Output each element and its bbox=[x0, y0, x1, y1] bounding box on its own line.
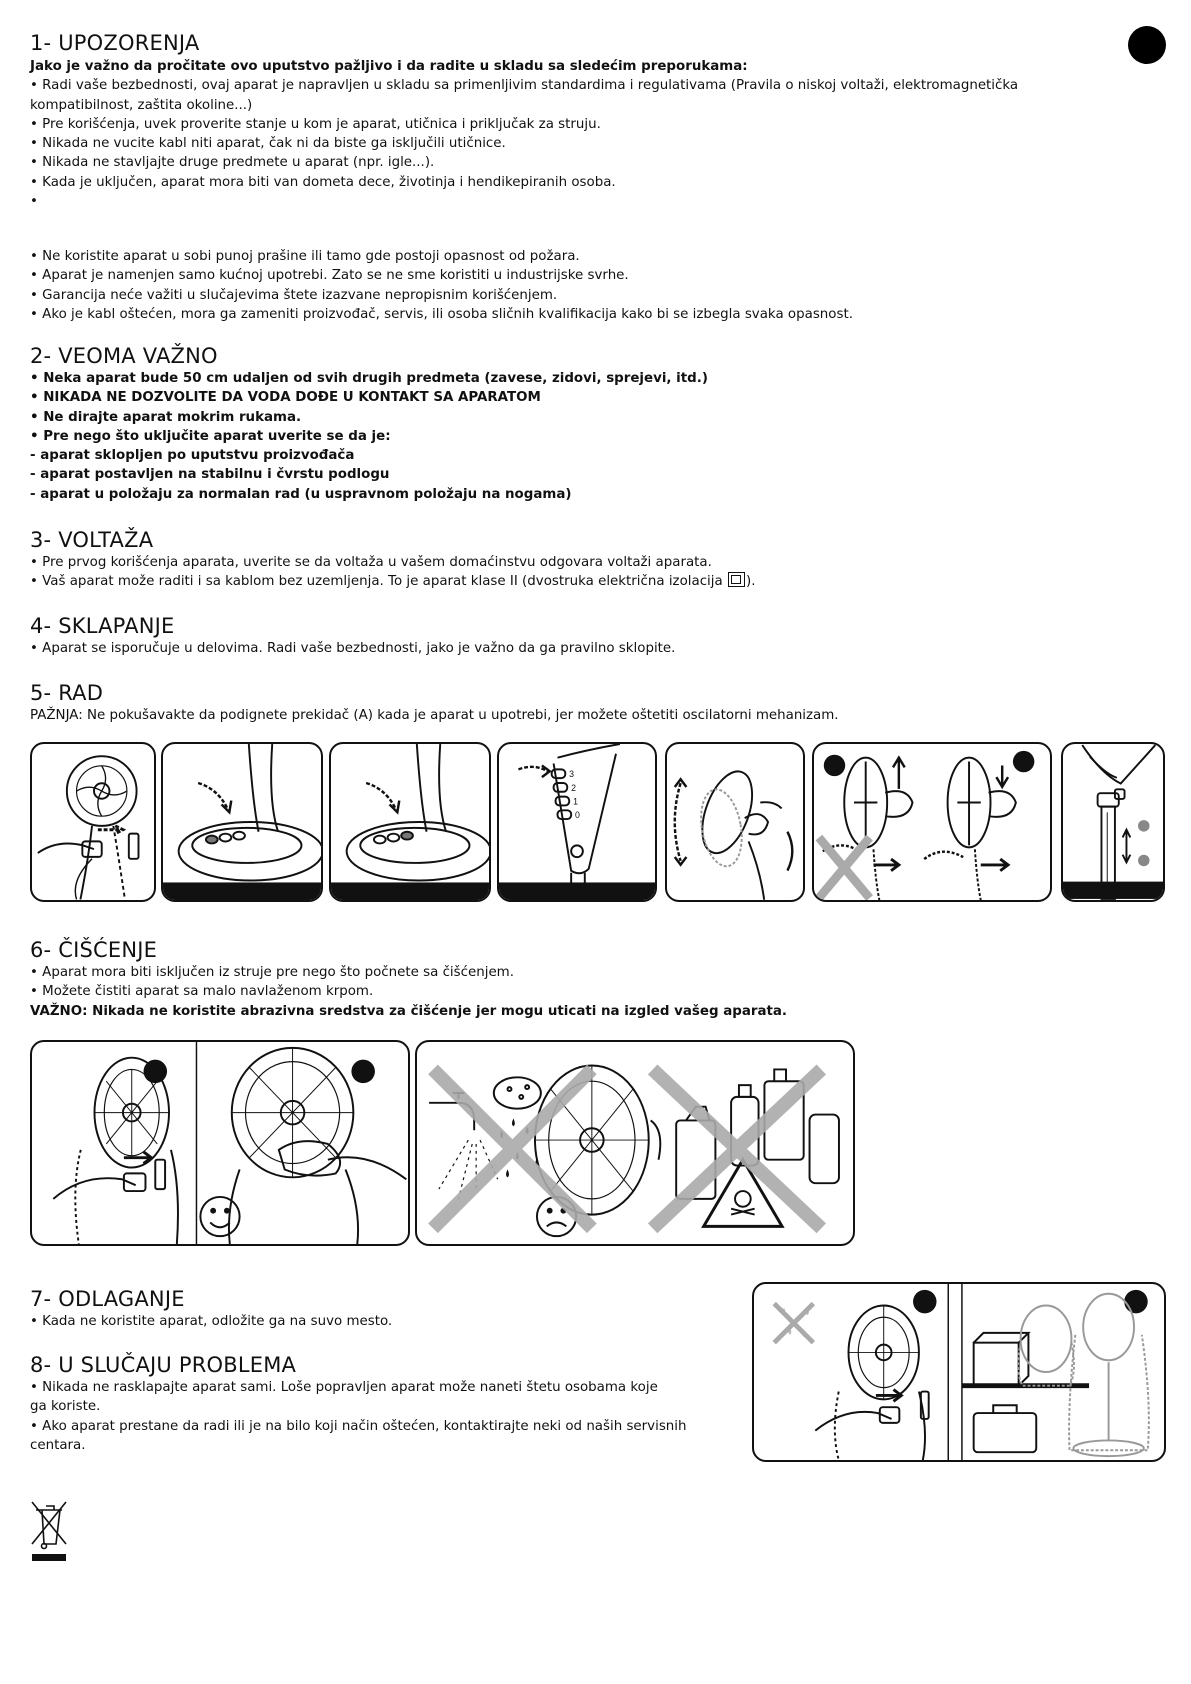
remote-label-0: 0 bbox=[575, 810, 580, 821]
s8-line-2b: centara. bbox=[30, 1437, 86, 1453]
s1-bullet-8: • Aparat je namenjen samo kućnoj upotrebi. Zato se ne sme koristiti u industrijske svrhe. bbox=[30, 268, 629, 284]
section-2-body bbox=[30, 369, 1110, 504]
s1-bullet-2: • Pre korišćenja, uvek proverite stanje u kom je aparat, utičnica i priključak za struju. bbox=[30, 116, 601, 132]
section-3-body bbox=[30, 553, 1110, 592]
s2-line-3: • Ne dirajte aparat mokrim rukama. bbox=[30, 409, 302, 425]
section-1-title: 1- UPOZORENJA bbox=[30, 31, 200, 55]
s2-line-4: • Pre nego što uključite aparat uverite se da je: bbox=[30, 428, 391, 444]
s6-line-1: • Aparat mora biti isključen iz struje pre nego što počnete sa čišćenjem. bbox=[30, 965, 514, 980]
cleaning-panel-forbidden bbox=[415, 1040, 855, 1246]
rad-panel-6-oscillation bbox=[812, 742, 1052, 902]
s3-line-1: • Pre prvog korišćenja aparata, uverite se da voltaža u vašem domaćinstvu odgovara voltaži aparata. bbox=[30, 555, 712, 570]
sponge-icon bbox=[494, 1077, 541, 1108]
s1-bullet-3: • Nikada ne vucite kabl niti aparat, čak ni da biste ga isključili utičnice. bbox=[30, 136, 506, 152]
s5-line-1: PAŽNJA: Ne pokušavakte da podignete prekidač (A) kada je aparat u upotrebi, jer možete oštetiti oscilatorni mehanizam. bbox=[30, 708, 839, 723]
s1-bullet-10: • Ako je kabl oštećen, mora ga zameniti proizvođač, servis, ili osoba sličnih kvalifikacija kako bi se izbegla svaka opasnost. bbox=[30, 306, 853, 322]
section-2-title: 2- VEOMA VAŽNO bbox=[30, 344, 218, 368]
section-4-body bbox=[30, 639, 1110, 658]
s8-line-2a: • Ako aparat prestane da radi ili je na bilo koji način oštećen, kontaktirajte neki od naših servisnih bbox=[30, 1418, 687, 1434]
s7-line-1: • Kada ne koristite aparat, odložite ga na suvo mesto. bbox=[30, 1314, 393, 1329]
section-1-body bbox=[30, 57, 1110, 211]
rad-panel-1-plug-in bbox=[30, 742, 156, 902]
s1-bullet-9: • Garancija neće važiti u slučajevima štete izazvane nepropisnim korišćenjem. bbox=[30, 287, 558, 303]
s3-line-2 bbox=[30, 572, 1110, 591]
s2-line-7: - aparat u položaju za normalan rad (u uspravnom položaju na nogama) bbox=[30, 486, 572, 502]
s1-intro: Jako je važno da pročitate ovo uputstvo pažljivo i da radite u skladu sa sledećim preporukama: bbox=[30, 59, 748, 74]
double-insulation-icon bbox=[728, 572, 745, 587]
section-8-title: 8- U SLUČAJU PROBLEMA bbox=[30, 1353, 297, 1377]
rad-panel-4-remote bbox=[497, 742, 657, 902]
section-7-title: 7- ODLAGANJE bbox=[30, 1287, 185, 1311]
s1-bullet-1b: kompatibilnost, zaštita okoline...) bbox=[30, 97, 253, 113]
cleaning-panel-allowed bbox=[30, 1040, 410, 1246]
s1-bullet-7: • Ne koristite aparat u sobi punoj prašine ili tamo gde postoji opasnost od požara. bbox=[30, 249, 580, 264]
s1-bullet-6: • bbox=[30, 194, 38, 210]
s2-line-6: - aparat postavljen na stabilnu i čvrstu podlogu bbox=[30, 467, 390, 483]
weee-bin-icon bbox=[30, 1500, 70, 1562]
storage-panel bbox=[752, 1282, 1166, 1462]
section-5-title: 5- RAD bbox=[30, 681, 104, 705]
section-6-title: 6- ČIŠĆENJE bbox=[30, 938, 158, 962]
s2-line-5: - aparat sklopljen po uputstvu proizvođača bbox=[30, 448, 355, 464]
language-marker bbox=[1128, 26, 1166, 64]
rad-panel-5-tilt bbox=[665, 742, 805, 902]
s6-line-3: VAŽNO: Nikada ne koristite abrazivna sredstva za čišćenje jer mogu uticati na izgled vašeg aparata. bbox=[30, 1003, 788, 1019]
section-4-title: 4- SKLAPANJE bbox=[30, 614, 175, 638]
s1-bullet-1a: • Radi vaše bezbednosti, ovaj aparat je napravljen u skladu sa primenljivim standardima i regulativama (Pravila o niskoj voltaži, elektromagnetička bbox=[30, 78, 1019, 94]
section-3-title: 3- VOLTAŽA bbox=[30, 528, 154, 552]
section-8-body bbox=[30, 1378, 730, 1455]
s4-line-1: • Aparat se isporučuje u delovima. Radi vaše bezbednosti, jako je važno da ga pravilno sklopite. bbox=[30, 641, 676, 656]
suitcase-icon bbox=[974, 1413, 1037, 1452]
s3-line-2-end: ). bbox=[745, 574, 756, 590]
section-1-body-2 bbox=[30, 247, 1110, 324]
remote-label-3: 3 bbox=[569, 769, 575, 780]
hand-icon bbox=[38, 843, 94, 852]
smiley-icon bbox=[200, 1197, 239, 1236]
s3-line-2-text: • Vaš aparat može raditi i sa kablom bez uzemljenja. To je aparat klase II (dvostruka električna izolacija bbox=[30, 574, 723, 590]
s8-line-1a: • Nikada ne rasklapajte aparat sami. Loše popravljen aparat može naneti štetu osobama koje bbox=[30, 1380, 658, 1395]
s2-line-2: • NIKADA NE DOZVOLITE DA VODA DOĐE U KONTAKT SA APARATOM bbox=[30, 390, 541, 406]
rad-panel-7-height bbox=[1061, 742, 1165, 902]
s1-bullet-5: • Kada je uključen, aparat mora biti van dometa dece, životinja i hendikepiranih osoba. bbox=[30, 174, 616, 190]
rad-panel-2-switch bbox=[161, 742, 323, 902]
rad-panel-3-switch bbox=[329, 742, 491, 902]
s1-bullet-4: • Nikada ne stavljajte druge predmete u aparat (npr. igle...). bbox=[30, 155, 435, 171]
remote-label-1: 1 bbox=[573, 796, 578, 807]
s8-line-1b: ga koriste. bbox=[30, 1399, 101, 1415]
section-6-body bbox=[30, 963, 1110, 1021]
skull-icon bbox=[735, 1191, 751, 1207]
plug-in-illustration bbox=[32, 744, 154, 900]
s6-line-2: • Možete čistiti aparat sa malo navlaženom krpom. bbox=[30, 984, 374, 1000]
s2-line-1: • Neka aparat bude 50 cm udaljen od svih drugih predmeta (zavese, zidovi, sprejevi, itd.) bbox=[30, 371, 708, 386]
remote-label-2: 2 bbox=[571, 782, 577, 793]
section-5-body bbox=[30, 706, 1110, 725]
fan-icon bbox=[693, 765, 762, 860]
